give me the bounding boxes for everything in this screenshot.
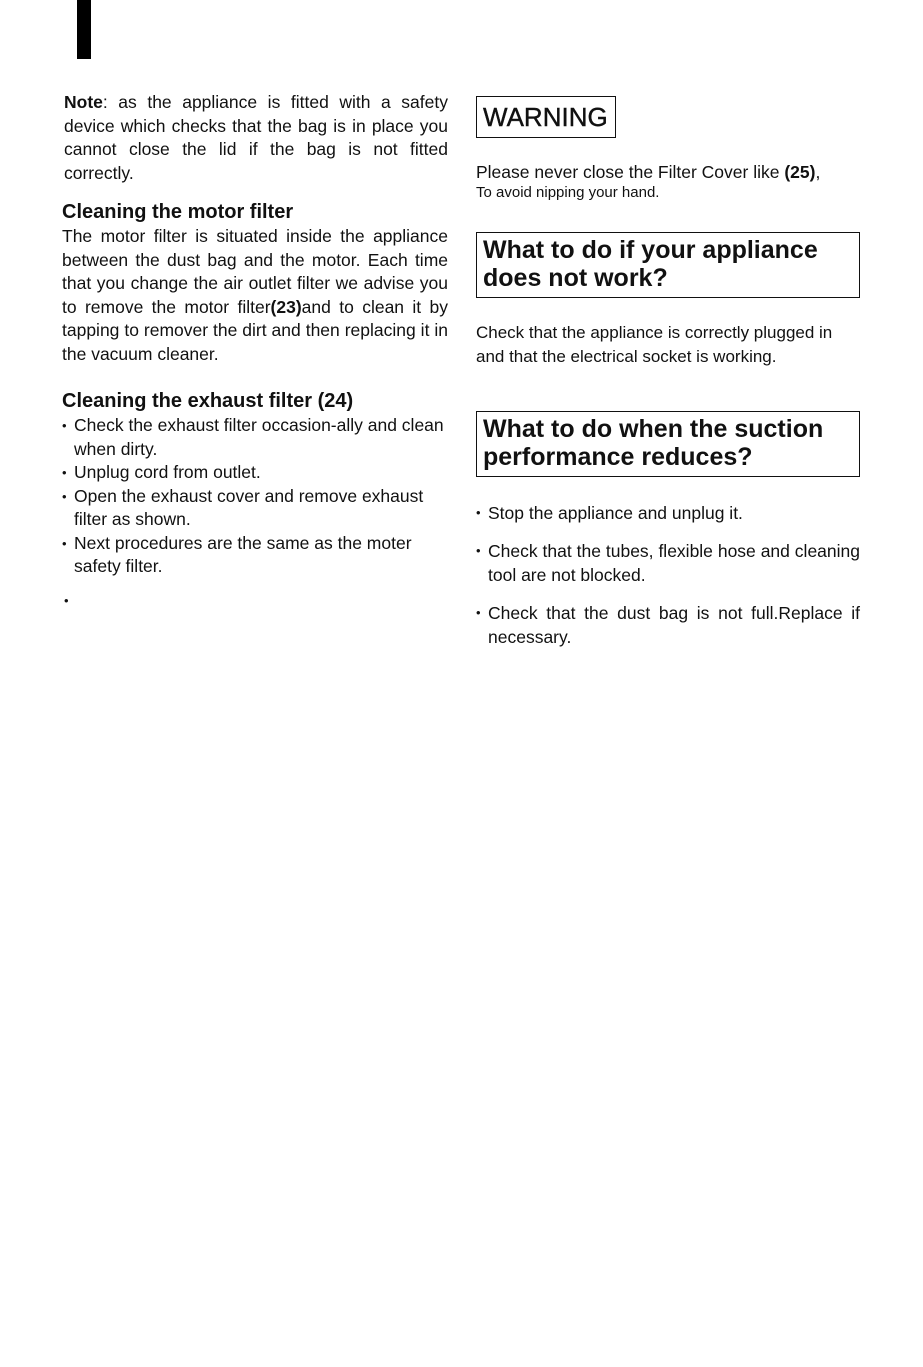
note-paragraph: [64, 91, 448, 185]
page-edge-marker: [77, 0, 91, 59]
left-column: [62, 91, 448, 613]
warning-text-after: ,: [815, 162, 821, 182]
not-work-heading: What to do if your appliance does not work?: [476, 232, 860, 298]
exhaust-filter-heading: Cleaning the exhaust filter (24): [62, 390, 354, 412]
bullet-dot: •: [64, 592, 69, 608]
motor-filter-paragraph: [62, 225, 448, 366]
motor-filter-heading: Cleaning the motor filter: [62, 201, 294, 223]
suction-list: [476, 501, 860, 649]
right-column: [476, 96, 860, 663]
list-item: • Open the exhaust cover and remove exhaust filter as shown.: [62, 485, 448, 532]
exhaust-filter-list: [62, 414, 448, 579]
motor-filter-ref: (23): [270, 296, 302, 317]
not-work-text: Check that the appliance is correctly plugged in and that the electrical socket is working.: [476, 323, 833, 366]
list-item: • Check that the tubes, flexible hose and cleaning tool are not blocked.: [476, 539, 860, 587]
warning-subtext: To avoid nipping your hand.: [476, 184, 660, 201]
list-item: • Unplug cord from outlet.: [62, 461, 448, 485]
empty-bullet: [62, 589, 448, 613]
list-item: • Check that the dust bag is not full.Replace if necessary.: [476, 601, 860, 649]
motor-filter-text-after: and to clean it by tapping to remover the dirt and then replacing it in the vacuum cleaner.: [62, 296, 448, 364]
suction-heading: What to do when the suction performance reduces?: [476, 411, 860, 477]
list-item: • Check the exhaust filter occasion-ally and clean when dirty.: [62, 414, 448, 461]
warning-ref: (25): [784, 162, 816, 182]
warning-title: WARNING: [476, 96, 616, 138]
list-item: • Next procedures are the same as the moter safety filter.: [62, 532, 448, 579]
motor-filter-text-before: The motor filter is situated inside the appliance between the dust bag and the motor. Each time that you change the air outlet filter we advise you to remove the motor filter: [62, 226, 448, 317]
warning-text: [476, 160, 860, 184]
list-item: • Stop the appliance and unplug it.: [476, 501, 860, 525]
note-label: Note: [64, 92, 103, 112]
note-text: : as the appliance is fitted with a safety device which checks that the bag is in place you cannot close the lid if the bag is not fitted correctly.: [64, 92, 448, 183]
warning-text-before: Please never close the Filter Cover like: [476, 162, 785, 182]
